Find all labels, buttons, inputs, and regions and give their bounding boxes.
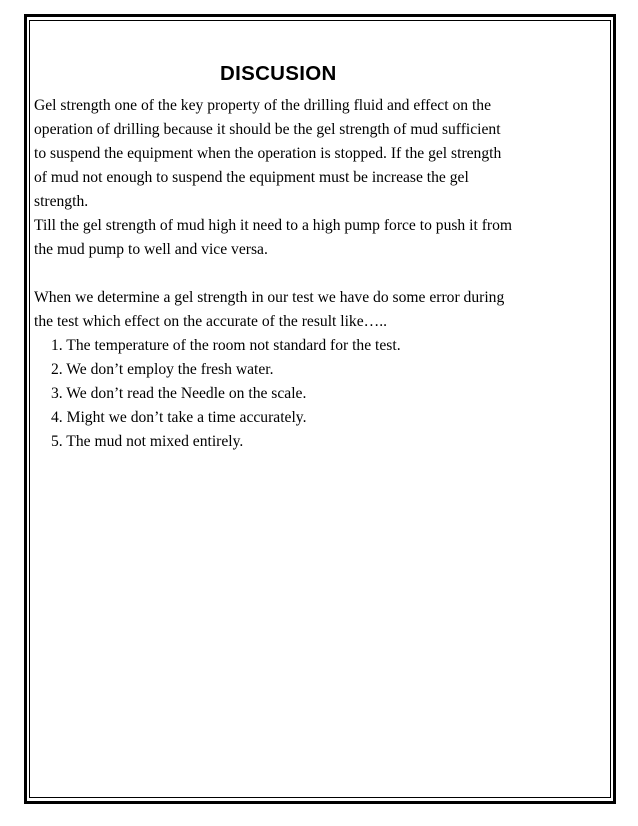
list-item: 1. The temperature of the room not standard for the test. (51, 337, 401, 354)
paragraph-spacer (34, 262, 612, 286)
text-line: strength. (34, 193, 89, 210)
text-line: Gel strength one of the key property of the drilling fluid and effect on the (34, 97, 491, 114)
text-line: to suspend the equipment when the operation is stopped. If the gel strength (34, 145, 502, 162)
paragraph-errors-intro (34, 286, 612, 334)
page-title: DISCUSION (220, 62, 337, 85)
error-list (34, 334, 612, 454)
text-line: of mud not enough to suspend the equipment must be increase the gel (34, 169, 469, 186)
text-line: the test which effect on the accurate of the result like….. (34, 313, 388, 330)
text-line: Till the gel strength of mud high it need to a high pump force to push it from (34, 217, 513, 234)
list-item: 2. We don’t employ the fresh water. (51, 361, 274, 378)
text-line: operation of drilling because it should be the gel strength of mud sufficient (34, 121, 501, 138)
list-item: 4. Might we don’t take a time accurately. (51, 409, 307, 426)
text-line: the mud pump to well and vice versa. (34, 241, 268, 258)
document-body (34, 58, 612, 454)
text-line: When we determine a gel strength in our test we have do some error during (34, 289, 505, 306)
list-item: 3. We don’t read the Needle on the scale. (51, 385, 307, 402)
list-item: 5. The mud not mixed entirely. (51, 433, 244, 450)
paragraph-gel-strength (34, 94, 612, 262)
